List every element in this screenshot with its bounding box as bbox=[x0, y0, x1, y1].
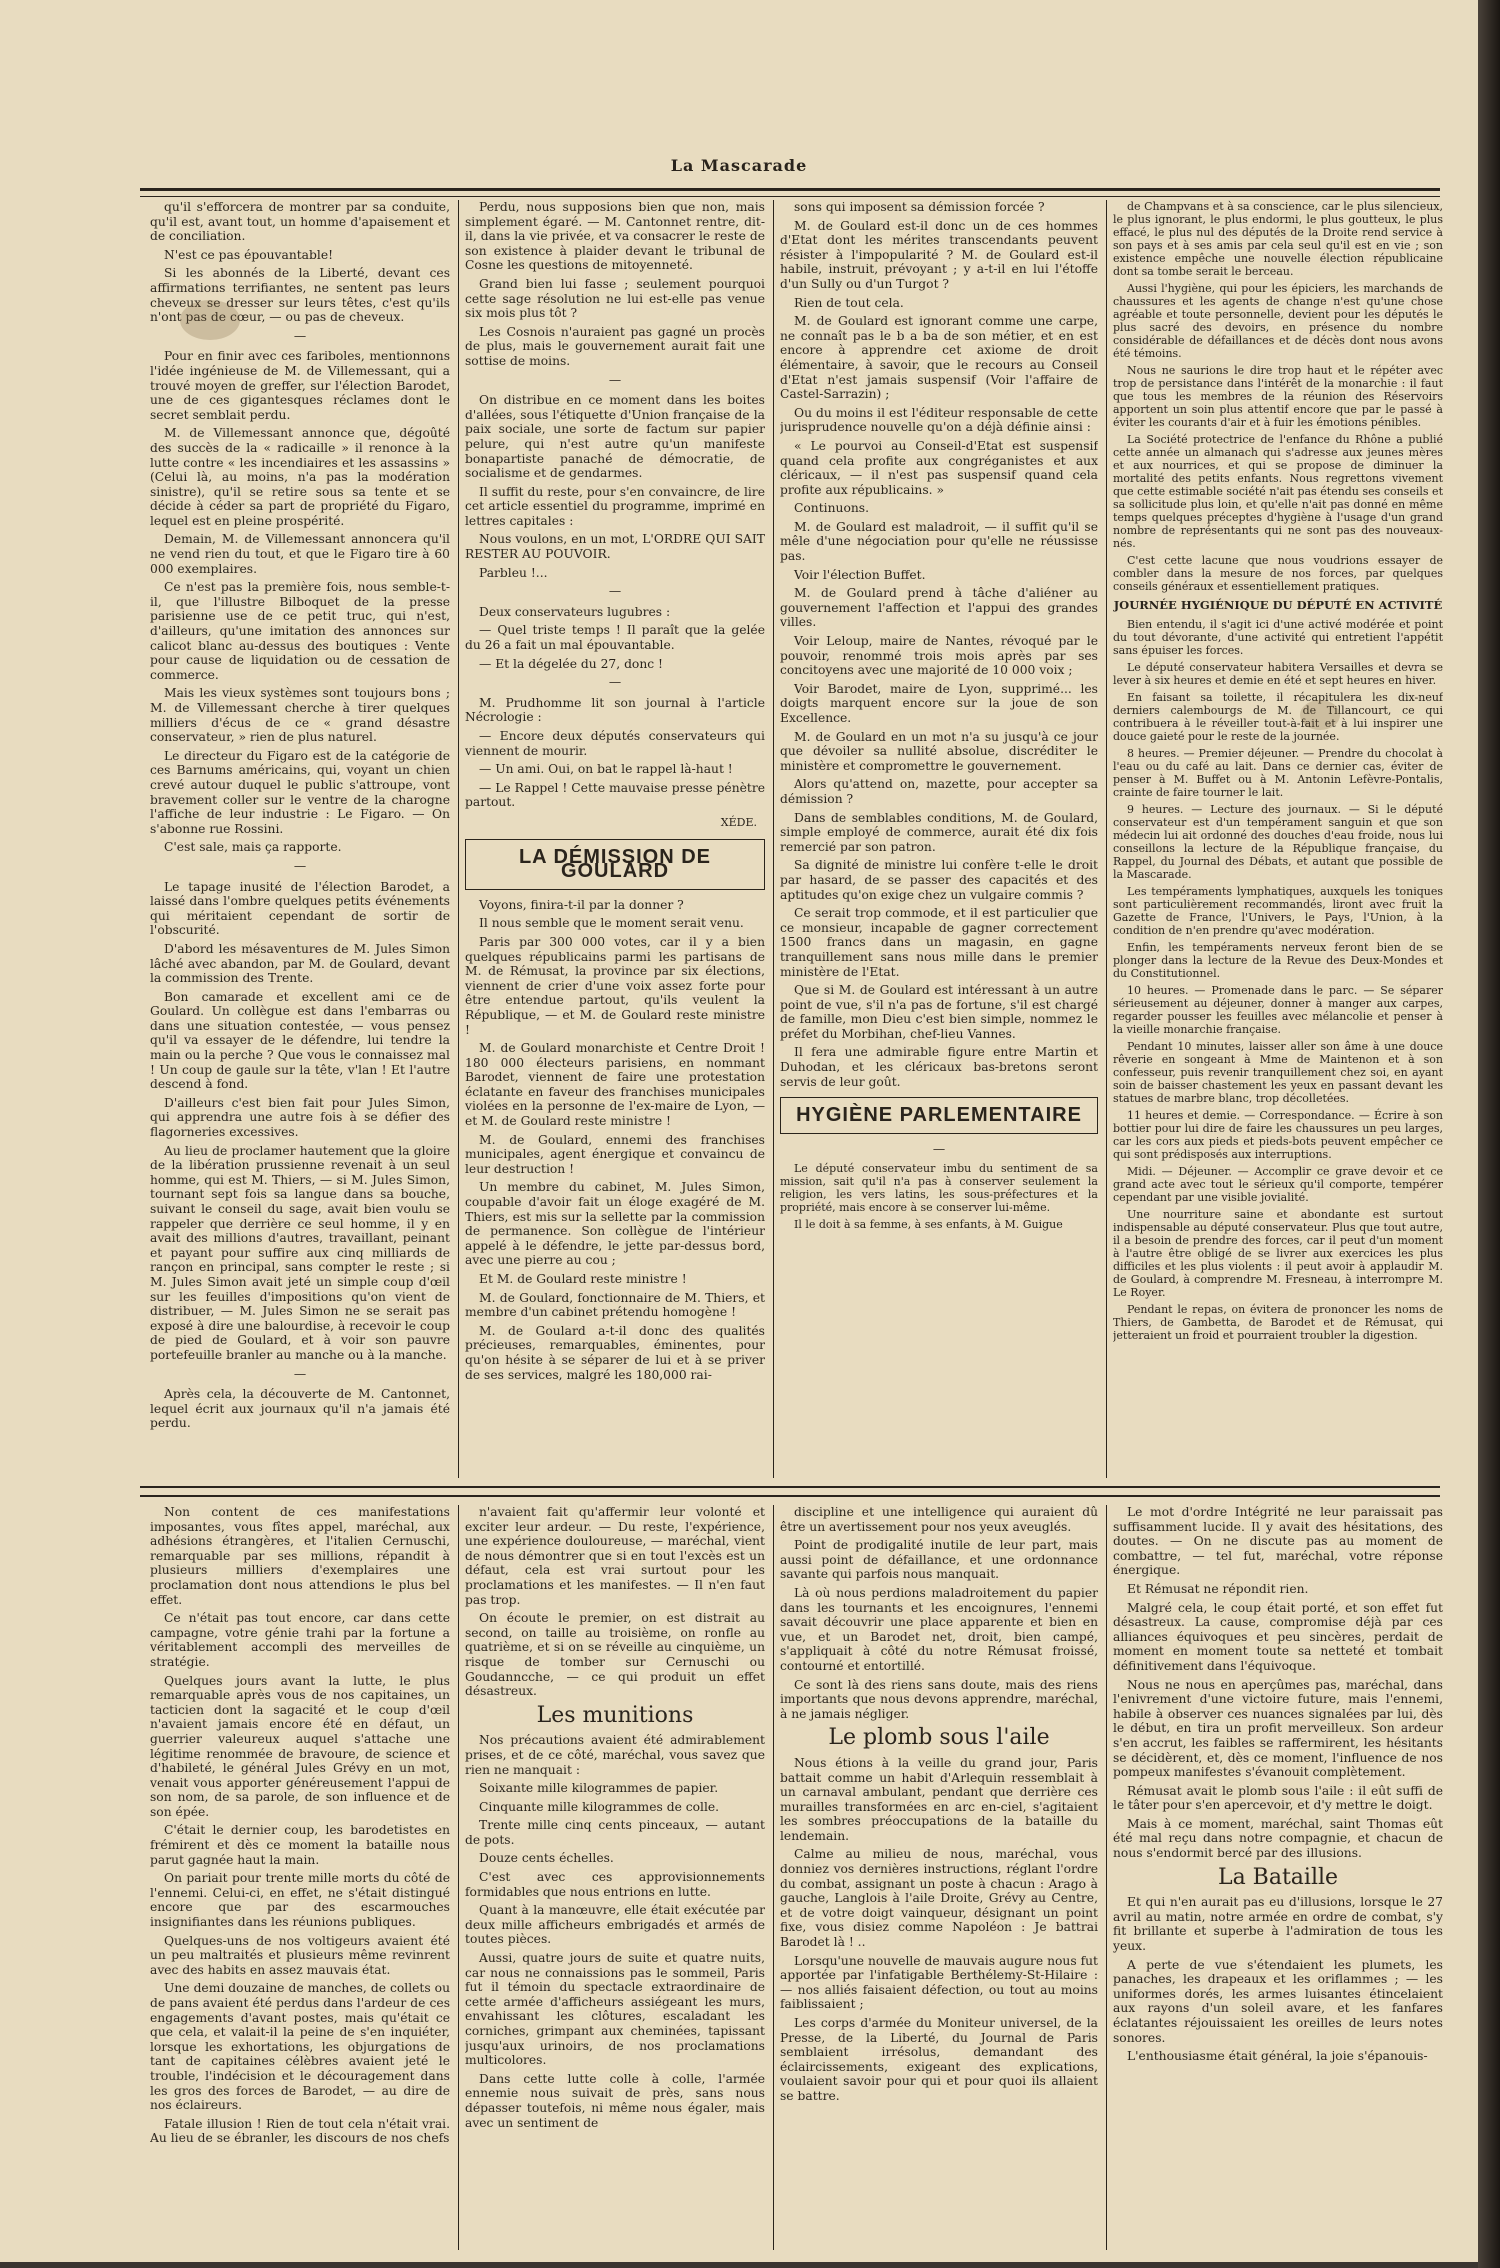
paragraph: Nous voulons, en un mot, L'ORDRE QUI SAIT RESTER AU POUVOIR. bbox=[465, 532, 765, 562]
paragraph: 8 heures. — Premier déjeuner. — Prendre du chocolat à l'eau ou du café au lait. Dans ce dernier cas, éviter de penser à M. Buffet ou à M. Antonin Lefèvre-Pontalis, crainte de faire tourner le lait. bbox=[1113, 747, 1443, 799]
paragraph: Demain, M. de Villemessant annoncera qu'il ne vend rien du tout, et que le Figaro tire à 60 000 exemplaires. bbox=[150, 532, 450, 576]
paragraph: Aussi l'hygiène, qui pour les épiciers, les marchands de chaussures et les agents de change n'est qu'une chose agréable et toute personnelle, devient pour les députés le plus sacré des devoirs, en présence du nombre considérable de défaillances et de décès dont nous avons été témoins. bbox=[1113, 282, 1443, 360]
paragraph: Les Cosnois n'auraient pas gagné un procès de plus, mais le gouvernement aurait fait une sottise de moins. bbox=[465, 324, 765, 368]
top-column-2 bbox=[465, 200, 765, 1478]
paragraph: Rien de tout cela. bbox=[794, 295, 904, 310]
paragraph: Cinquante mille kilogrammes de colle. bbox=[479, 1799, 720, 1814]
top-column-4 bbox=[1113, 200, 1443, 1478]
article-title: LA DÉMISSION DE GOULARD bbox=[518, 845, 712, 883]
paragraph: Si les abonnés de la Liberté, devant ces affirmations terrifiantes, ne sentent pas leurs cheveux se dresser sur leurs têtes, c'est qu'ils n'ont pas de cœur, — ou pas de cheveux. bbox=[150, 266, 450, 325]
paragraph: Pour en finir avec ces fariboles, mentionnons l'idée ingénieuse de M. de Villemessant, qui a trouvé moyen de greffer, sur l'élection Barodet, une de ces gigantesques réclames dont le secret semblait perdu. bbox=[150, 349, 450, 422]
paragraph: Parbleu !... bbox=[479, 565, 548, 580]
paragraph: — Encore deux députés conservateurs qui viennent de mourir. bbox=[465, 729, 765, 758]
paragraph: Continuons. bbox=[794, 501, 869, 516]
paragraph: M. de Goulard est-il donc un de ces hommes d'Etat dont les mérites transcendants peuvent résister à l'impopularité ? M. de Goulard est-il habile, instruit, prévoyant ; y a-t-il en lui l'étoffe d'un Sully ou d'un Turgot ? bbox=[780, 218, 1098, 291]
column-rule bbox=[458, 1505, 459, 2250]
paragraph: M. de Goulard en un mot n'a su jusqu'à ce jour que dévoiler sa nullité absolue, discréditer le ministère et compromettre le gouvernement. bbox=[780, 729, 1098, 773]
column-rule bbox=[1106, 200, 1107, 1478]
paragraph: La Société protectrice de l'enfance du Rhône a publié cette année un almanach qui s'adresse aux jeunes mères et aux nourrices, et qui se propose de diminuer la mortalité des petits enfants. Nous regrettons vivement que cette estimable société n'ait pas étendu ses conseils et sa sollicitude plus loin, et qu'elle n'ait pas donné en même temps quelques préceptes d'hygiène à l'usage d'un grand nombre de représentants qui ne sont pas des nouveaux-nés. bbox=[1113, 433, 1443, 550]
paragraph: Fatale illusion ! Rien de tout cela n'était vrai. Au lieu de se ébranler, les discours de nos chefs bbox=[150, 2116, 450, 2146]
paragraph: Il nous semble que le moment serait venu. bbox=[479, 916, 744, 931]
paragraph: Nous étions à la veille du grand jour, Paris battait comme un habit d'Arlequin ressemblait à un carnaval ambulant, pendant que derrière ces murailles transformées en arc en-ciel, s'agitaient les sombres préoccupations de la bataille du lendemain. bbox=[780, 1755, 1098, 1843]
paragraph: A perte de vue s'étendaient les plumets, les panaches, les drapeaux et les oriflammes ; — les uniformes dorés, les armes luisantes étincelaient aux rayons d'un soleil avare, et les fanfares éclatantes réjouissaient les oreilles de leurs notes sonores. bbox=[1113, 1957, 1443, 2045]
paragraph: Que si M. de Goulard est intéressant à un autre point de vue, s'il n'a pas de fortune, s'il est chargé de famille, mon Dieu c'est bien simple, nommez le préfet du Morbihan, chef-lieu Vannes. bbox=[780, 983, 1098, 1041]
paragraph: M. de Goulard monarchiste et Centre Droit ! 180 000 électeurs parisiens, en nommant Barodet, viennent de faire une protestation éclatante en faveur des franchises municipales violées en la personne de l'ex-maire de Lyon, — et M. de Goulard reste ministre ! bbox=[465, 1041, 765, 1129]
bottom-column-2 bbox=[465, 1505, 765, 2250]
signature: XÉDE. bbox=[720, 815, 757, 829]
paragraph: On pariait pour trente mille morts du côté de l'ennemi. Celui-ci, en effet, ne s'était distingué encore que par des escarmouches insignifiantes dans les réunions publiques. bbox=[150, 1871, 450, 1930]
paragraph: Soixante mille kilogrammes de papier. bbox=[479, 1781, 719, 1796]
paragraph: Voyons, finira-t-il par la donner ? bbox=[479, 897, 684, 912]
paragraph: Enfin, les tempéraments nerveux feront bien de se plonger dans la lecture de la Revue des Deux-Mondes et du Constitutionnel. bbox=[1113, 941, 1443, 980]
bottom-column-4 bbox=[1113, 1505, 1443, 2250]
paragraph: Ce n'était pas tout encore, car dans cette campagne, votre génie trahi par la fortune a véritablement accompli des merveilles de stratégie. bbox=[150, 1611, 450, 1669]
paragraph: Alors qu'attend on, mazette, pour accepter sa démission ? bbox=[780, 777, 1098, 806]
paragraph: M. de Goulard est maladroit, — il suffit qu'il se mêle d'une négociation pour qu'elle ne réussisse pas. bbox=[780, 519, 1098, 564]
paragraph: En faisant sa toilette, il récapitulera les dix-neuf derniers calembourgs de M. de Tillancourt, ce qui contribuera à le réveiller tout-à-fait et à lui inspirer une douce gaieté pour le reste de la journée. bbox=[1113, 691, 1443, 743]
paragraph: Dans cette lutte colle à colle, l'armée ennemie nous suivait de près, sans nous dépasser toutefois, ni même nous égaler, mais avec un sentiment de bbox=[465, 2071, 765, 2130]
paragraph: M. de Villemessant annonce que, dégoûté des succès de la « radicaille » il renonce à la lutte contre « les incendiaires et les assassins » (Celui là, au moins, n'a pas la modération sinistre), qu'il se retire sous sa tente et se décide à céder sa part de propriété du Figaro, lequel est en pleine prospérité. bbox=[150, 426, 450, 528]
masthead-rule bbox=[140, 188, 1440, 197]
page-edge-shadow bbox=[1478, 0, 1500, 2268]
column-rule bbox=[1106, 1505, 1107, 2250]
paragraph: On écoute le premier, on est distrait au second, on taille au troisième, on ronfle au quatrième, et si on se réveille au cinquième, un risque de tomber sur Cernuschi ou Goudanncche, — ce qui produit un effet désastreux. bbox=[465, 1611, 765, 1699]
paragraph: Calme au milieu de nous, maréchal, vous donniez vos dernières instructions, réglant l'ordre du combat, assignant un poste à chacun : Arago à gauche, Langlois à l'aile Droite, Grévy au Centre, et de votre doigt vainqueur, désignant un point fixe, vous disiez comme Napoléon : Je battrai Barodet là ! .. bbox=[780, 1847, 1098, 1950]
paragraph: Le tapage inusité de l'élection Barodet, a laissé dans l'ombre quelques petits événements qui méritaient cependant de sortir de l'obscurité. bbox=[150, 879, 450, 938]
paragraph: 11 heures et demie. — Correspondance. — Écrire à son bottier pour lui dire de faire les chaussures un peu larges, car les cors aux pieds et pieds-bots peuvent empêcher ce qui sont prédisposés aux interruptions. bbox=[1113, 1109, 1443, 1161]
paragraph: Quant à la manœuvre, elle était exécutée par deux mille afficheurs embrigadés et armés de toutes pièces. bbox=[465, 1903, 765, 1947]
paragraph: Point de prodigalité inutile de leur part, mais aussi point de défaillance, et une ordonnance savante qui parfois nous manquait. bbox=[780, 1538, 1098, 1582]
paragraph: Et M. de Goulard reste ministre ! bbox=[479, 1272, 687, 1286]
paragraph: D'ailleurs c'est bien fait pour Jules Simon, qui apprendra une autre fois à se défier des flagorneries excessives. bbox=[150, 1095, 450, 1140]
paragraph: Voir Leloup, maire de Nantes, révoqué par le pouvoir, renommé trois mois après par ses concitoyens avec une majorité de 10 000 voix ; bbox=[780, 634, 1098, 678]
paragraph: Ce serait trop commode, et il est particulier que ce monsieur, incapable de gagner correctement 1500 francs dans un magasin, en gagne tranquillement sans nous mille dans le premier ministère de l'Etat. bbox=[780, 906, 1098, 979]
paragraph: Quelques-uns de nos voltigeurs avaient été un peu maltraités et plusieurs même revinrent avec des habits en assez mauvais état. bbox=[150, 1933, 450, 1977]
paragraph: Trente mille cinq cents pinceaux, — autant de pots. bbox=[465, 1818, 765, 1847]
paragraph: C'était le dernier coup, les barodetistes en frémirent et dès ce moment la bataille nous parut gagnée haut la main. bbox=[150, 1823, 450, 1867]
separator: — bbox=[608, 584, 622, 599]
paragraph: Ou du moins il est l'éditeur responsable de cette jurisprudence nouvelle qu'on a déjà définie ainsi : bbox=[780, 405, 1098, 435]
separator: — bbox=[293, 1366, 307, 1381]
paragraph: Nos précautions avaient été admirablement prises, et de ce côté, maréchal, vous savez que rien ne manquait : bbox=[465, 1733, 765, 1777]
paragraph: Nous ne saurions le dire trop haut et le répéter avec trop de persistance dans l'intérêt de la monarchie : il faut que tous les membres de la réunion des Réservoirs apportent un soin plus attentif encore que par le passé à éviter les courants d'air et à fuir les émotions pénibles. bbox=[1113, 364, 1443, 429]
paragraph: Une demi douzaine de manches, de collets ou de pans avaient été perdus dans l'ardeur de ces engagements d'avant postes, mais qu'était ce que cela, et valait-il la peine de s'en inquiéter, lorsque les exhortations, les objurgations de tant de capitaines célèbres avaient jeté le trouble, l'indécision et le découragement dans les gros des forces de Barodet, — au dire de nos éclaireurs. bbox=[150, 1981, 450, 2113]
paragraph: Midi. — Déjeuner. — Accomplir ce grave devoir et ce grand acte avec tout le sérieux qu'il comporte, tempérer cependant par une visible jovialité. bbox=[1113, 1165, 1443, 1204]
paragraph: Douze cents échelles. bbox=[479, 1851, 614, 1866]
paragraph: Nous ne nous en aperçûmes pas, maréchal, dans l'enivrement d'une victoire future, mais l'ennemi, habile à observer ces nuances signalées par lui, dès le début, en tira un profit merveilleux. Son ardeur s'en accrut, les faibles se raffermirent, les hésitants se décidèrent, et, dès ce moment, l'influence de nos pompeux manifestes s'évanouit complètement. bbox=[1113, 1677, 1443, 1780]
paragraph: Ce n'est pas la première fois, nous semble-t-il, que l'illustre Bilboquet de la presse parisienne use de ce petit truc, qui n'est, d'ailleurs, qu'une imitation des annonces sur calicot blanc au-dessus des boutiques : Vente pour cause de liquidation ou de cessation de commerce. bbox=[150, 580, 450, 682]
article-title: HYGIÈNE PARLEMENTAIRE bbox=[796, 1104, 1082, 1127]
paragraph: Après cela, la découverte de M. Cantonnet, lequel écrit aux journaux qu'il n'a jamais été perdu. bbox=[150, 1387, 450, 1431]
paragraph: Grand bien lui fasse ; seulement pourquoi cette sage résolution ne lui est-elle pas venue six mois plus tôt ? bbox=[465, 276, 765, 321]
paper-stain bbox=[180, 300, 240, 340]
top-column-1 bbox=[150, 200, 450, 1478]
separator: — bbox=[608, 372, 622, 387]
paragraph: Voir Barodet, maire de Lyon, supprimé... les doigts marquent encore sur la joue de son Excellence. bbox=[780, 681, 1098, 725]
paragraph: Bien entendu, il s'agit ici d'une activé modérée et point du tout dévorante, d'une activité qui entretient l'appétit sans épuiser les forces. bbox=[1113, 618, 1443, 657]
paragraph: C'est cette lacune que nous voudrions essayer de combler dans la mesure de nos forces, par quelques conseils généraux et essentiellement pratiques. bbox=[1113, 554, 1443, 593]
column-rule bbox=[458, 200, 459, 1478]
paragraph: Là où nous perdions maladroitement du papier dans les tournants et les encoignures, l'ennemi savait découvrir une place apparente et bien en vue, et un Barodet net, droit, bien campé, s'appliquait à côté du notre Rémusat froissé, contourné et entortillé. bbox=[780, 1585, 1098, 1673]
paragraph: Lorsqu'une nouvelle de mauvais augure nous fut apportée par l'infatigable Berthélemy-St-Hilaire : — nos alliés faisaient défection, ou tout au moins faiblissaient ; bbox=[780, 1953, 1098, 2012]
headline-box bbox=[465, 839, 765, 890]
paragraph: 10 heures. — Promenade dans le parc. — Se séparer sérieusement au déjeuner, donner à manger aux carpes, regarder pousser les feuilles avec mélancolie et penser à la vieille monarchie française. bbox=[1113, 984, 1443, 1036]
paragraph: Pendant 10 minutes, laisser aller son âme à une douce rêverie en songeant à Mme de Maintenon et à son confesseur, puis revenir tranquillement chez soi, en ayant soin de baisser chastement les yeux en passant devant les statues de marbre blanc, trop décolletées. bbox=[1113, 1040, 1443, 1105]
paragraph: Malgré cela, le coup était porté, et son effet fut désastreux. La cause, compromise déjà par ces alliances équivoques et peu sincères, perdait de moment en moment toute sa netteté et tombait définitivement dans l'équivoque. bbox=[1113, 1600, 1443, 1673]
top-column-3 bbox=[780, 200, 1098, 1478]
paper-stain bbox=[1300, 700, 1340, 730]
paragraph: Une nourriture saine et abondante est surtout indispensable au député conservateur. Plus que tout autre, il a besoin de prendre des forces, car il peut d'un moment à l'autre être obligé de se livrer aux exercices les plus difficiles et les plus violents : il peut avoir à applaudir M. de Goulard, à comprendre M. Fresneau, à interrompre M. Le Royer. bbox=[1113, 1208, 1443, 1299]
paragraph: Le mot d'ordre Intégrité ne leur paraissait pas suffisamment lucide. Il y avait des hésitations, des doutes. — On ne discute pas au moment de combattre, — tel fut, maréchal, votre réponse énergique. bbox=[1113, 1505, 1443, 1578]
paragraph: Non content de ces manifestations imposantes, vous fîtes appel, maréchal, aux adhésions étrangères, et l'italien Cernuschi, remarquable par ses millions, répandit à plusieurs milliers d'exemplaires une proclamation dont nous attendions le plus bel effet. bbox=[150, 1505, 450, 1607]
paragraph: Il suffit du reste, pour s'en convaincre, de lire cet article essentiel du programme, imprimé en lettres capitales : bbox=[465, 484, 765, 528]
paragraph: Ce sont là des riens sans doute, mais des riens importants que nous devons apprendre, maréchal, à ne jamais négliger. bbox=[780, 1677, 1098, 1721]
paragraph: sons qui imposent sa démission forcée ? bbox=[794, 200, 1045, 214]
paragraph: Perdu, nous supposions bien que non, mais simplement égaré. — M. Cantonnet rentre, dit-il, dans la vie privée, et va consacrer le reste de son existence à plaider devant le tribunal de Cosne les questions de mitoyenneté. bbox=[465, 200, 765, 273]
bottom-column-1 bbox=[150, 1505, 450, 2250]
paragraph: — Le Rappel ! Cette mauvaise presse pénètre partout. bbox=[465, 780, 765, 810]
paragraph: Les corps d'armée du Moniteur universel, de la Presse, de la Liberté, du Journal de Paris semblaient irrésolus, demandant des éclaircissements, exigeant des explications, voulaient savoir pour qui et pour quoi ils allaient se battre. bbox=[780, 2016, 1098, 2103]
paragraph: Mais les vieux systèmes sont toujours bons ; M. de Villemessant cherche à tirer quelques milliers d'écus de ce « grand désastre conservateur, » rien de plus naturel. bbox=[150, 686, 450, 745]
paragraph: Dans de semblables conditions, M. de Goulard, simple employé de commerce, aurait été dix fois remercié par son patron. bbox=[780, 810, 1098, 854]
paragraph: Mais à ce moment, maréchal, saint Thomas eût été mal reçu dans notre compagnie, et chacun de nous s'endormit bercé par des illusions. bbox=[1113, 1816, 1443, 1861]
paragraph: discipline et une intelligence qui auraient dû être un avertissement pour nos yeux aveuglés. bbox=[780, 1505, 1098, 1534]
paragraph: Le directeur du Figaro est de la catégorie de ces Barnums américains, qui, voyant un chien crevé autour duquel le public s'attroupe, vont bravement coller sur le ventre de la charogne l'affiche de leur industrie : Le Figaro. — On s'abonne rue Rossini. bbox=[150, 748, 450, 836]
column-rule bbox=[773, 1505, 774, 2250]
paragraph: de Champvans et à sa conscience, car le plus silencieux, le plus ignorant, le plus endormi, le plus goutteux, le plus effacé, le plus nul des députés de la Droite rend service à son pays et à ses amis par cela seul qu'il est en vie ; son existence empêche une nouvelle élection républicaine dont sa tombe serait le berceau. bbox=[1113, 200, 1443, 278]
paragraph: 9 heures. — Lecture des journaux. — Si le député conservateur est d'un tempérament sanguin et que son médecin lui ait ordonné des douches d'eau froide, nous lui conseillons la lecture de la République française, du Rappel, du Journal des Débats, et autant que possible de la Mascarade. bbox=[1113, 803, 1443, 881]
paragraph: Deux conservateurs lugubres : bbox=[479, 604, 671, 619]
separator: — bbox=[293, 328, 307, 343]
paragraph: Sa dignité de ministre lui confère t-elle le droit par hasard, de se passer des capacités et des aptitudes qu'on exige chez un vulgaire commis ? bbox=[780, 858, 1098, 902]
headline-box bbox=[780, 1097, 1098, 1134]
paragraph: On distribue en ce moment dans les boites d'allées, sous l'étiquette d'Union française de la paix sociale, une sorte de factum sur papier pelure, qui n'est autre qu'un manifeste bonapartiste panaché de démocratie, de socialisme et de gendarmes. bbox=[465, 393, 765, 481]
paragraph: — Et la dégelée du 27, donc ! bbox=[479, 656, 663, 671]
paragraph: L'enthousiasme était général, la joie s'épanouis- bbox=[1127, 2049, 1428, 2064]
paragraph: Il fera une admirable figure entre Martin et Duhodan, et les cléricaux bas-bretons seront servis de leur goût. bbox=[780, 1045, 1098, 1089]
paragraph: Un membre du cabinet, M. Jules Simon, coupable d'avoir fait un éloge exagéré de M. Thiers, est mis sur la sellette par la commission de permanence. Son collègue de l'intérieur appelé à le défendre, le jette par-dessus bord, avec une pierre au cou ; bbox=[465, 1180, 765, 1268]
paragraph: Pendant le repas, on évitera de prononcer les noms de Thiers, de Gambetta, de Barodet et de Rémusat, qui jetteraient un froid et pourraient troubler la digestion. bbox=[1113, 1303, 1443, 1342]
paragraph: Quelques jours avant la lutte, le plus remarquable après vous de nos capitaines, un tacticien dont la sagacité et le coup d'œil n'avaient jamais encore été en défaut, un guerrier valeureux auquel s'attache une légitime renommée de bravoure, de science et d'habileté, le général Jules Grévy en un mot, venait vous apporter généreusement l'appui de son nom, de sa parole, de son influence et de son épée. bbox=[150, 1673, 450, 1819]
paragraph: — Quel triste temps ! Il paraît que la gelée du 26 a fait un mal épouvantable. bbox=[465, 623, 765, 653]
paragraph: M. de Goulard est ignorant comme une carpe, ne connaît pas le b a ba de son métier, et en est encore à apprendre cet axiome de droit élémentaire, à savoir, que le recours au Conseil d'Etat n'est jamais suspensif (Voir l'affaire de Castel-Sarrazin) ; bbox=[780, 314, 1098, 402]
section-title: Les munitions bbox=[536, 1702, 694, 1728]
paragraph: « Le pourvoi au Conseil-d'Etat est suspensif quand cela profite aux congréganistes et aux cléricaux, — il n'est pas suspensif quand cela profite aux républicains. » bbox=[780, 438, 1098, 497]
separator: — bbox=[608, 675, 622, 690]
separator: — bbox=[932, 1141, 946, 1156]
paragraph: M. de Goulard prend à tâche d'aliéner au gouvernement l'affection et l'appui des grandes villes. bbox=[780, 586, 1098, 630]
paragraph: C'est sale, mais ça rapporte. bbox=[164, 840, 342, 855]
paragraph: M. Prudhomme lit son journal à l'article Nécrologie : bbox=[465, 695, 765, 725]
paragraph: N'est ce pas épouvantable! bbox=[164, 247, 334, 262]
paragraph: Et qui n'en aurait pas eu d'illusions, lorsque le 27 avril au matin, notre armée en ordre de combat, s'y fit brillante et superbe à l'admiration de tous les yeux. bbox=[1113, 1895, 1443, 1954]
paragraph: Aussi, quatre jours de suite et quatre nuits, car nous ne connaissions pas le sommeil, Paris fut il témoin du spectacle extraordinaire de cette armée d'afficheurs assiégeant les murs, envahissant les clôtures, escaladant les corniches, grimpant aux cheminées, tapissant jusqu'aux urinoirs, de nos proclamations multicolores. bbox=[465, 1951, 765, 2068]
paragraph: C'est avec ces approvisionnements formidables que nous entrions en lutte. bbox=[465, 1870, 765, 1899]
column-rule bbox=[773, 200, 774, 1478]
paragraph: Les tempéraments lymphatiques, auxquels les toniques sont particulièrement recommandés, liront avec fruit la Gazette de France, l'Univers, le Pays, l'Union, à la condition de n'en prendre qu'avec modération. bbox=[1113, 885, 1443, 937]
section-rule bbox=[140, 1486, 1440, 1497]
masthead: La Mascarade bbox=[670, 156, 808, 175]
paragraph: Bon camarade et excellent ami ce de Goulard. Un collègue est dans l'embarras ou dans une situation contestée, — vous pensez qu'il va essayer de le défendre, lui tendre la main ou la perche ? Que vous le connaissez mal ! Un coup de gaule sur la tête, v'lan ! Et l'autre descend à fond. bbox=[150, 989, 450, 1092]
section-title: Le plomb sous l'aile bbox=[828, 1725, 1050, 1751]
section-heading: JOURNÉE HYGIÉNIQUE DU DÉPUTÉ EN ACTIVITÉ bbox=[1113, 598, 1443, 612]
paragraph: Au lieu de proclamer hautement que la gloire de la libération prussienne revenait à un seul homme, qui est M. Thiers, — si M. Jules Simon, tournant sept fois sa langue dans sa bouche, suivant le conseil du sage, avait bien voulu se rappeler que derrière ce seul homme, il y en avait des millions d'autres, travaillant, peinant et payant pour suffire aux cinq milliards de rançon en principal, sans compter le reste ; si M. Jules Simon avait jeté un simple coup d'œil sur les feuilles d'impositions qu'on vient de distribuer, — M. Jules Simon ne se serait pas exposé à dire une balourdise, à recevoir le coup de pied de Goulard, et à voir son pauvre portefeuille branler au manche ou à la manche. bbox=[150, 1143, 450, 1362]
separator: — bbox=[293, 858, 307, 873]
paragraph: Voir l'élection Buffet. bbox=[794, 567, 926, 582]
paragraph: — Un ami. Oui, on bat le rappel là-haut ! bbox=[479, 762, 733, 777]
paragraph: M. de Goulard, fonctionnaire de M. Thiers, et membre d'un cabinet prétendu homogène ! bbox=[465, 1290, 765, 1320]
paragraph: Il le doit à sa femme, à ses enfants, à M. Guigue bbox=[794, 1218, 1063, 1232]
paragraph: Le député conservateur imbu du sentiment de sa mission, sait qu'il n'a pas à conserver seulement la religion, les vers latins, les sous-préfectures et la propriété, mais encore à se conserver lui-même. bbox=[780, 1162, 1098, 1215]
paragraph: D'abord les mésaventures de M. Jules Simon lâché avec abandon, par M. de Goulard, devant la commission des Trente. bbox=[150, 941, 450, 986]
paragraph: Paris par 300 000 votes, car il y a bien quelques républicains parmi les partisans de M. de Rémusat, la province par six élections, viennent de crier d'une voix assez forte pour être entendue partout, qu'ils veulent la République, — et M. de Goulard reste ministre ! bbox=[465, 934, 765, 1037]
paragraph: M. de Goulard, ennemi des franchises municipales, agent énergique et convaincu de leur destruction ! bbox=[465, 1132, 765, 1176]
section-title: La Bataille bbox=[1217, 1864, 1339, 1890]
paragraph: n'avaient fait qu'affermir leur volonté et exciter leur ardeur. — Du reste, l'expérience, une expérience douloureuse, — maréchal, vient de nous démontrer que si en tout l'excès est un défaut, cela est vrai surtout pour les proclamations et les manifestes. — Il n'en faut pas trop. bbox=[465, 1505, 765, 1607]
paragraph: Et Rémusat ne répondit rien. bbox=[1127, 1581, 1309, 1596]
paragraph: Rémusat avait le plomb sous l'aile : il eût suffi de le tâter pour s'en apercevoir, et d'y mettre le doigt. bbox=[1113, 1783, 1443, 1813]
paragraph: qu'il s'efforcera de montrer par sa conduite, qu'il est, avant tout, un homme d'apaisement et de conciliation. bbox=[150, 200, 450, 244]
paragraph: Le député conservateur habitera Versailles et devra se lever à six heures et demie en été et sept heures en hiver. bbox=[1113, 661, 1443, 687]
bottom-column-3 bbox=[780, 1505, 1098, 2250]
paragraph: M. de Goulard a-t-il donc des qualités précieuses, remarquables, éminentes, pour qu'on hésite à se séparer de lui et à se priver de ses services, malgré les 180,000 rai- bbox=[465, 1323, 765, 1382]
